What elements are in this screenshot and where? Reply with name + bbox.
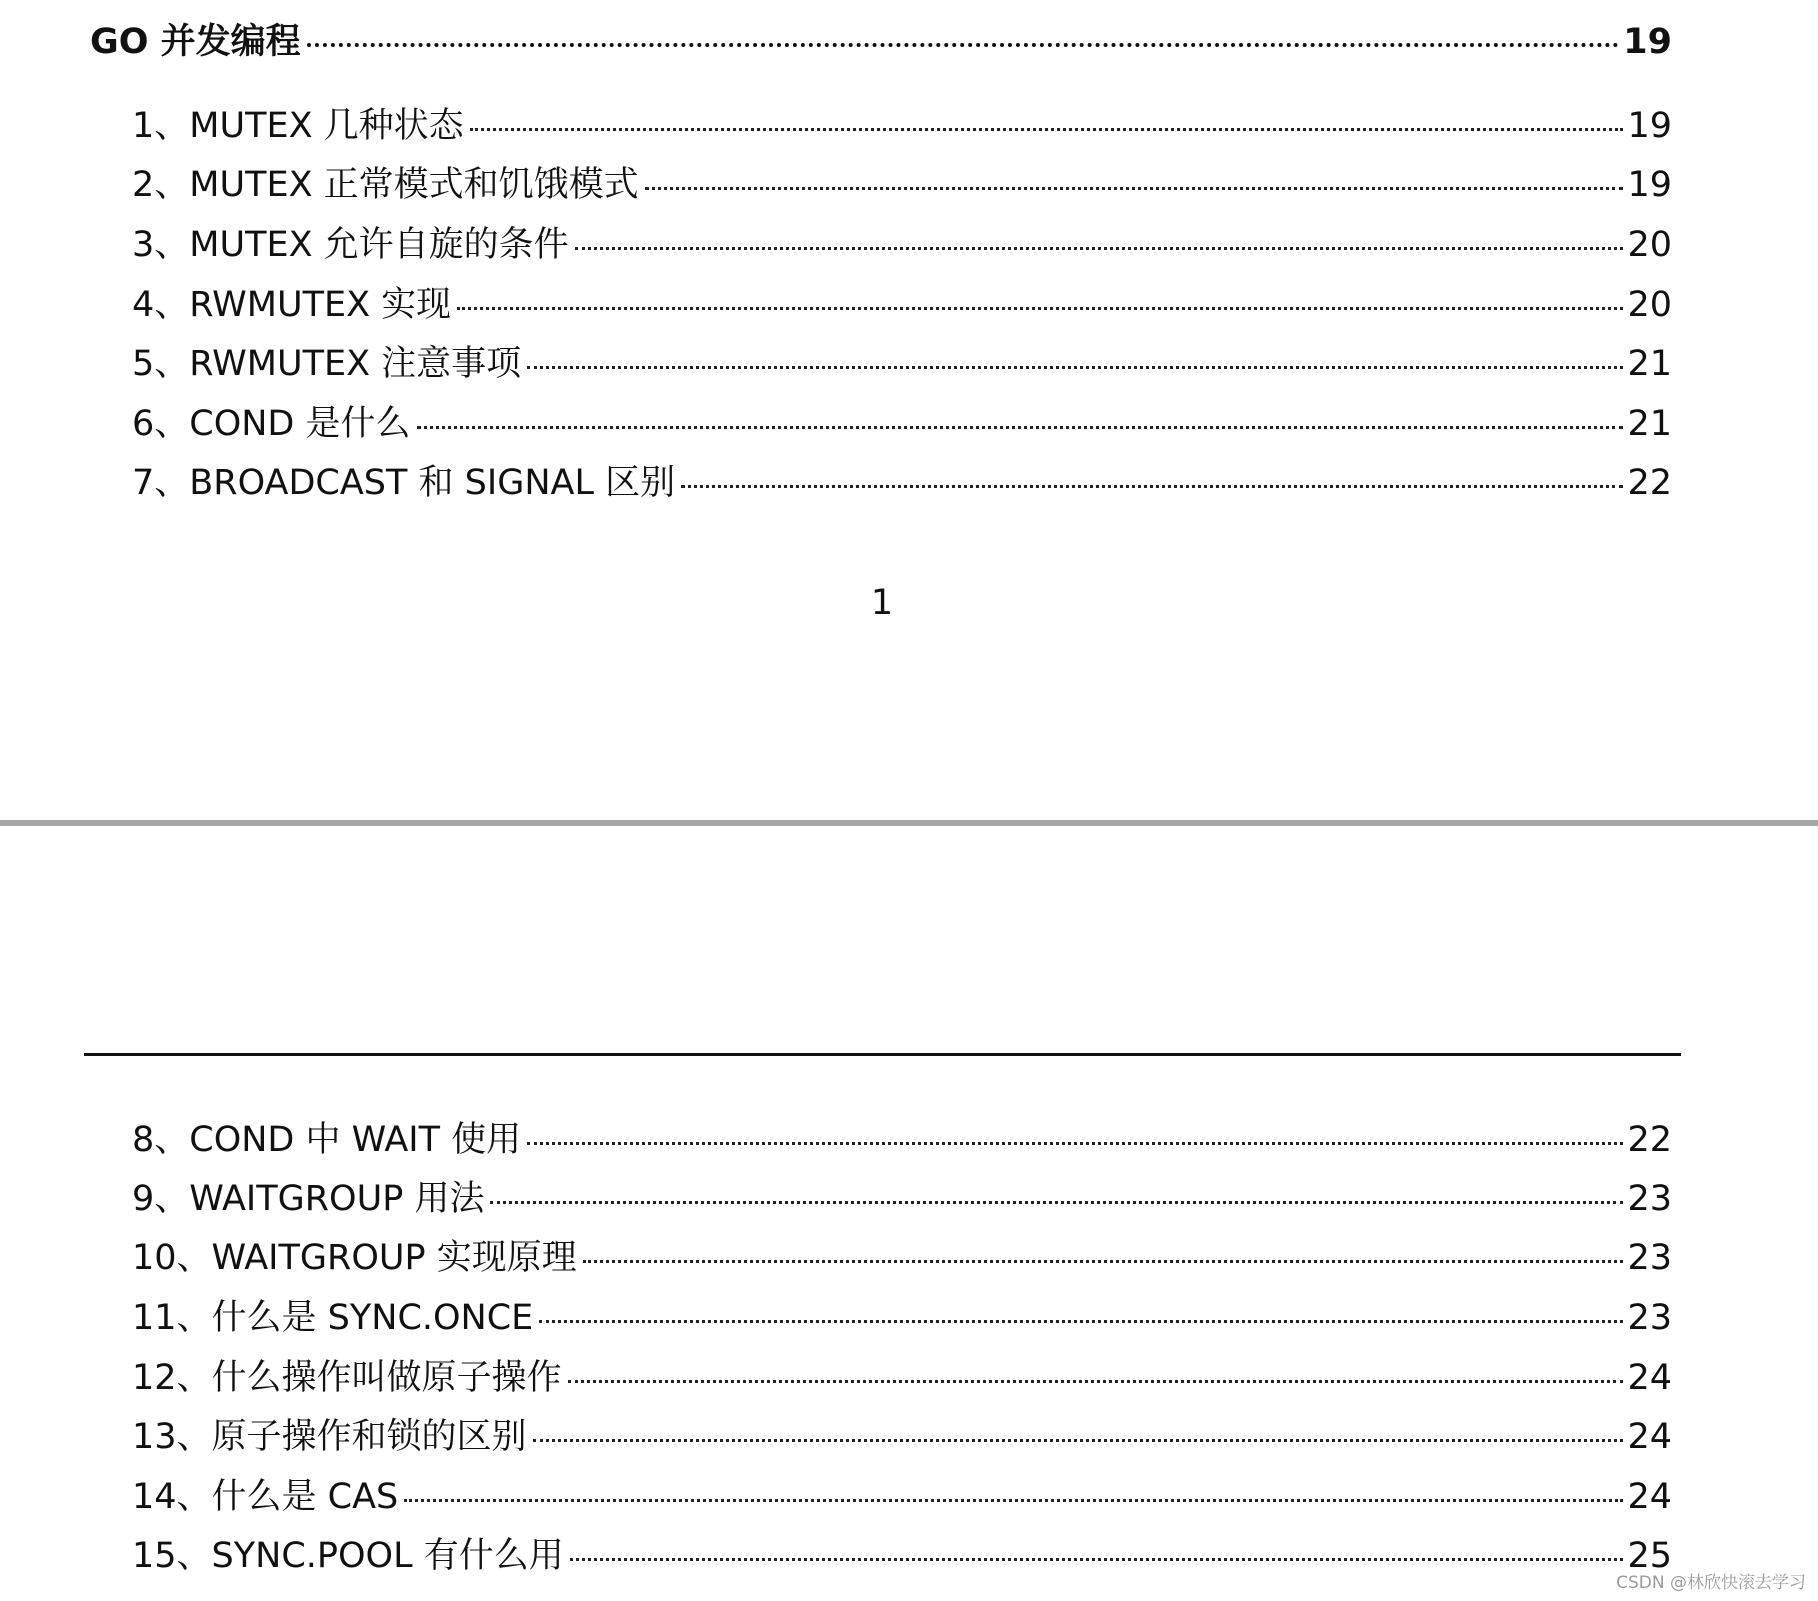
toc-item-page: 22 [1627,1120,1672,1160]
watermark: CSDN @林欣快滚去学习 [1616,1573,1806,1593]
toc-item-title: 15、SYNC.POOL 有什么用 [132,1536,564,1576]
toc-item[interactable] [132,1112,1672,1158]
dot-leader [307,43,1620,47]
dot-leader [681,485,1623,488]
toc-item[interactable] [132,1469,1672,1515]
toc-item-title: 4、RWMUTEX 实现 [132,285,452,325]
toc-item[interactable] [132,1350,1672,1396]
dot-leader [539,1320,1623,1323]
page-number: 1 [870,583,894,623]
toc-item[interactable] [132,455,1672,501]
toc-item[interactable] [132,1290,1672,1336]
dot-leader [470,128,1624,131]
dot-leader [575,247,1624,250]
toc-item[interactable] [132,157,1672,203]
toc-item-page: 22 [1627,463,1672,503]
toc-heading[interactable] [90,14,1672,60]
dot-leader [490,1201,1623,1204]
toc-item-page: 19 [1627,165,1672,205]
toc-item[interactable] [132,1528,1672,1574]
toc-item-page: 20 [1627,225,1672,265]
toc-item[interactable] [132,98,1672,144]
dot-leader [533,1439,1624,1442]
toc-item-title: 13、原子操作和锁的区别 [132,1417,527,1457]
toc-item[interactable] [132,217,1672,263]
toc-heading-title: GO 并发编程 [90,22,301,62]
toc-item-page: 23 [1627,1238,1672,1278]
toc-item-page: 20 [1627,285,1672,325]
toc-item-page: 24 [1627,1358,1672,1398]
toc-item[interactable] [132,277,1672,323]
toc-item-page: 24 [1627,1417,1672,1457]
toc-item-title: 8、COND 中 WAIT 使用 [132,1120,522,1160]
dot-leader [568,1380,1624,1383]
dot-leader [583,1260,1624,1263]
dot-leader [457,307,1623,310]
toc-item-title: 9、WAITGROUP 用法 [132,1179,485,1219]
dot-leader [570,1558,1624,1561]
toc-item-page: 25 [1627,1536,1672,1576]
toc-item-page: 21 [1627,404,1672,444]
toc-heading-page: 19 [1623,22,1672,62]
toc-item-title: 6、COND 是什么 [132,404,411,444]
toc-item-title: 12、什么操作叫做原子操作 [132,1358,562,1398]
dot-leader [404,1499,1623,1502]
header-rule [84,1053,1681,1056]
dot-leader [645,187,1624,190]
toc-item-page: 23 [1627,1179,1672,1219]
toc-item-title: 7、BROADCAST 和 SIGNAL 区别 [132,463,676,503]
toc-item-page: 21 [1627,344,1672,384]
page-separator [0,820,1818,826]
toc-item[interactable] [132,396,1672,442]
toc-item-title: 3、MUTEX 允许自旋的条件 [132,225,569,265]
toc-item[interactable] [132,336,1672,382]
toc-item-title: 11、什么是 SYNC.ONCE [132,1298,534,1338]
toc-item-title: 10、WAITGROUP 实现原理 [132,1238,577,1278]
toc-item-title: 2、MUTEX 正常模式和饥饿模式 [132,165,639,205]
toc-item-title: 14、什么是 CAS [132,1477,399,1517]
toc-item-page: 19 [1627,106,1672,146]
dot-leader [527,1142,1623,1145]
dot-leader [417,426,1624,429]
toc-item-page: 24 [1627,1477,1672,1517]
dot-leader [527,366,1623,369]
toc-item[interactable] [132,1409,1672,1455]
toc-item[interactable] [132,1171,1672,1217]
toc-item-title: 5、RWMUTEX 注意事项 [132,344,522,384]
toc-item-title: 1、MUTEX 几种状态 [132,106,464,146]
toc-item-page: 23 [1627,1298,1672,1338]
toc-item[interactable] [132,1230,1672,1276]
